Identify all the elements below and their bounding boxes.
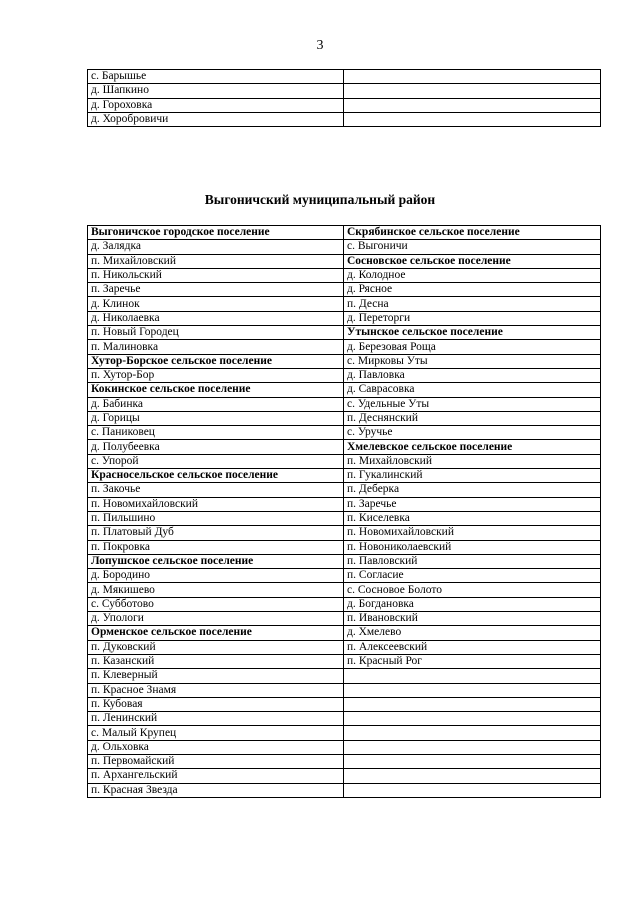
table-row — [88, 383, 601, 397]
settlement-cell-right: п. Десна — [344, 297, 601, 311]
settlement-cell-right — [344, 769, 601, 783]
settlement-cell-right: с. Выгоничи — [344, 240, 601, 254]
table-row — [88, 654, 601, 668]
settlement-cell-left: д. Шапкино — [88, 84, 344, 98]
settlement-cell-left: д. Ольховка — [88, 740, 344, 754]
settlement-group-header: Хмелевское сельское поселение — [344, 440, 601, 454]
settlement-cell-left: п. Красная Звезда — [88, 783, 344, 797]
settlement-cell-left: с. Упорой — [88, 454, 344, 468]
table-row — [88, 397, 601, 411]
settlement-cell-left: д. Гороховка — [88, 98, 344, 112]
settlement-cell-left: п. Покровка — [88, 540, 344, 554]
settlement-cell-left: п. Хутор-Бор — [88, 368, 344, 382]
district-title: Выгоничский муниципальный район — [204, 192, 436, 207]
table-row — [88, 469, 601, 483]
table-row — [88, 268, 601, 282]
settlement-cell-right: д. Павловка — [344, 368, 601, 382]
table-row — [88, 697, 601, 711]
table-row — [88, 754, 601, 768]
settlement-group-header: Кокинское сельское поселение — [88, 383, 344, 397]
table-row — [88, 326, 601, 340]
table-row — [88, 354, 601, 368]
table-row — [88, 483, 601, 497]
settlement-cell-right — [344, 754, 601, 768]
settlement-cell-left: п. Клеверный — [88, 669, 344, 683]
settlement-cell-right: п. Заречье — [344, 497, 601, 511]
settlement-cell-right — [344, 98, 601, 112]
settlement-cell-left: д. Полубеевка — [88, 440, 344, 454]
settlement-cell-right — [344, 740, 601, 754]
table-row — [88, 612, 601, 626]
settlement-cell-left: п. Дуковский — [88, 640, 344, 654]
table-row — [88, 84, 601, 98]
district-settlements-table — [87, 225, 601, 798]
settlement-cell-right: д. Колодное — [344, 268, 601, 282]
settlement-cell-right: п. Ивановский — [344, 612, 601, 626]
table-row — [88, 511, 601, 525]
table-row — [88, 283, 601, 297]
table-row — [88, 254, 601, 268]
table-row — [88, 340, 601, 354]
settlement-cell-right: с. Сосновое Болото — [344, 583, 601, 597]
settlement-cell-left: с. Паниковец — [88, 426, 344, 440]
table-row — [88, 368, 601, 382]
table-row — [88, 583, 601, 597]
settlement-cell-left: п. Пильшино — [88, 511, 344, 525]
settlement-cell-left: с. Субботово — [88, 597, 344, 611]
settlement-group-header: Выгоничское городское поселение — [88, 226, 344, 240]
settlement-cell-right: д. Саврасовка — [344, 383, 601, 397]
settlement-cell-left: д. Мякишево — [88, 583, 344, 597]
settlement-group-header: Орменское сельское поселение — [88, 626, 344, 640]
settlement-cell-left: д. Клинок — [88, 297, 344, 311]
settlement-cell-left: п. Новомихайловский — [88, 497, 344, 511]
settlement-cell-right: п. Михайловский — [344, 454, 601, 468]
settlement-group-header: Хутор-Борское сельское поселение — [88, 354, 344, 368]
settlement-cell-right: п. Деберка — [344, 483, 601, 497]
table-row — [88, 683, 601, 697]
table-row — [88, 497, 601, 511]
table-row — [88, 297, 601, 311]
settlement-group-header: Утынское сельское поселение — [344, 326, 601, 340]
settlement-cell-left: п. Казанский — [88, 654, 344, 668]
table-row — [88, 454, 601, 468]
settlement-cell-left: с. Малый Крупец — [88, 726, 344, 740]
settlement-cell-right: с. Мирковы Уты — [344, 354, 601, 368]
settlement-cell-right: с. Удельные Уты — [344, 397, 601, 411]
table-row — [88, 426, 601, 440]
table-row — [88, 526, 601, 540]
settlement-cell-left: п. Закочье — [88, 483, 344, 497]
settlement-cell-right: п. Алексеевский — [344, 640, 601, 654]
settlement-cell-left: д. Николаевка — [88, 311, 344, 325]
table-row — [88, 70, 601, 84]
settlement-cell-right: п. Согласие — [344, 569, 601, 583]
settlement-cell-right — [344, 726, 601, 740]
table-row — [88, 640, 601, 654]
settlement-cell-right: с. Уручье — [344, 426, 601, 440]
table-row — [88, 98, 601, 112]
settlement-cell-left: п. Заречье — [88, 283, 344, 297]
top-settlements-table — [87, 69, 601, 127]
table-row — [88, 740, 601, 754]
settlement-cell-right: п. Новониколаевский — [344, 540, 601, 554]
settlement-cell-right: д. Переторги — [344, 311, 601, 325]
settlement-group-header: Красносельское сельское поселение — [88, 469, 344, 483]
settlement-cell-right: п. Павловский — [344, 554, 601, 568]
settlement-cell-right — [344, 783, 601, 797]
settlement-cell-left: д. Залядка — [88, 240, 344, 254]
page-number: 3 — [316, 38, 324, 53]
table-row — [88, 540, 601, 554]
table-row — [88, 569, 601, 583]
table-row — [88, 240, 601, 254]
settlement-cell-right — [344, 669, 601, 683]
settlement-cell-left: п. Красное Знамя — [88, 683, 344, 697]
settlement-cell-right — [344, 84, 601, 98]
settlement-cell-left: д. Упологи — [88, 612, 344, 626]
settlement-cell-left: п. Кубовая — [88, 697, 344, 711]
table-row — [88, 626, 601, 640]
table-row — [88, 311, 601, 325]
settlement-cell-right: п. Киселевка — [344, 511, 601, 525]
settlement-cell-left: п. Малиновка — [88, 340, 344, 354]
settlement-group-header: Сосновское сельское поселение — [344, 254, 601, 268]
table-row — [88, 226, 601, 240]
table-row — [88, 712, 601, 726]
settlement-cell-left: д. Бабинка — [88, 397, 344, 411]
settlement-cell-right — [344, 683, 601, 697]
settlement-cell-left: с. Барышье — [88, 70, 344, 84]
table-row — [88, 669, 601, 683]
settlement-cell-right: п. Красный Рог — [344, 654, 601, 668]
settlement-cell-left: д. Хоробровичи — [88, 112, 344, 126]
settlement-cell-right: д. Рясное — [344, 283, 601, 297]
table-row — [88, 411, 601, 425]
table-row — [88, 597, 601, 611]
settlement-cell-left: п. Михайловский — [88, 254, 344, 268]
table-row — [88, 440, 601, 454]
table-row — [88, 726, 601, 740]
settlement-cell-right: д. Богдановка — [344, 597, 601, 611]
settlement-cell-left: п. Никольский — [88, 268, 344, 282]
settlement-cell-right — [344, 712, 601, 726]
table-row — [88, 769, 601, 783]
settlement-cell-right — [344, 697, 601, 711]
settlement-cell-right: д. Березовая Роща — [344, 340, 601, 354]
settlement-cell-right — [344, 70, 601, 84]
settlement-cell-right: п. Деснянский — [344, 411, 601, 425]
settlement-cell-left: п. Ленинский — [88, 712, 344, 726]
settlement-cell-right — [344, 112, 601, 126]
table-row — [88, 783, 601, 797]
settlement-cell-left: п. Первомайский — [88, 754, 344, 768]
settlement-cell-right: п. Новомихайловский — [344, 526, 601, 540]
settlement-cell-left: д. Горицы — [88, 411, 344, 425]
table-row — [88, 112, 601, 126]
settlement-cell-right: д. Хмелево — [344, 626, 601, 640]
settlement-cell-left: п. Архангельский — [88, 769, 344, 783]
settlement-group-header: Лопушское сельское поселение — [88, 554, 344, 568]
settlement-group-header: Скрябинское сельское поселение — [344, 226, 601, 240]
settlement-cell-left: д. Бородино — [88, 569, 344, 583]
settlement-cell-right: п. Гукалинский — [344, 469, 601, 483]
settlement-cell-left: п. Новый Городец — [88, 326, 344, 340]
table-row — [88, 554, 601, 568]
settlement-cell-left: п. Платовый Дуб — [88, 526, 344, 540]
